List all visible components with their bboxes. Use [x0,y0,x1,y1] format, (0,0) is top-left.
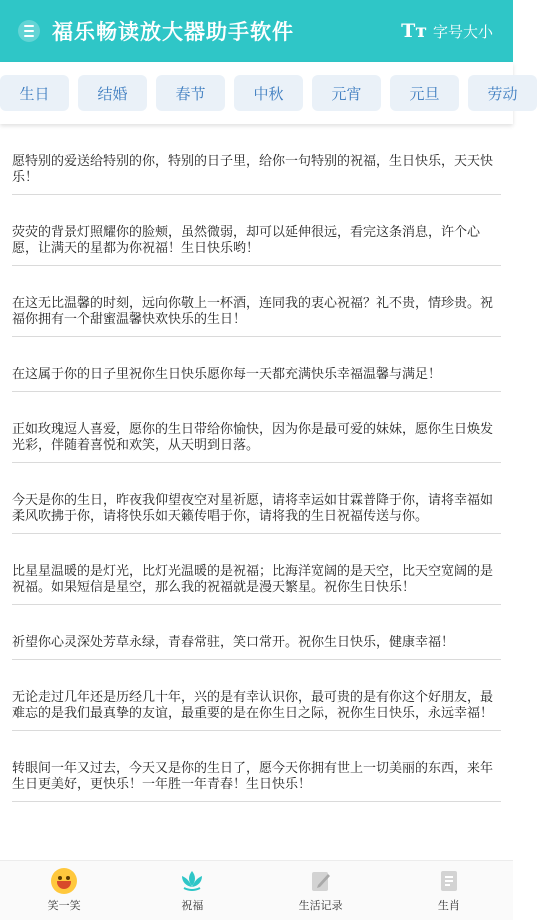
nav-label-life-records: 生活记录 [298,899,343,912]
app-header [0,0,513,62]
blessing-list-container[interactable] [0,124,513,860]
tab-lantern[interactable]: 元宵 [312,75,381,111]
nav-item-blessings[interactable] [128,861,256,920]
list-item[interactable]: 在这属于你的日子里祝你生日快乐愿你每一天都充满快乐幸福温馨与满足！ [12,337,501,392]
tab-labor-day[interactable]: 劳动 [468,75,537,111]
category-tabbar [0,62,518,124]
app-title: 福乐畅读放大器助手软件 [52,20,294,44]
pencil-note-icon [309,868,333,894]
nav-label-blessings: 祝福 [181,899,204,912]
list-item[interactable]: 转眼间一年又过去，今天又是你的生日了，愿今天你拥有世上一切美丽的东西，来年生日更美好，更快乐！一年胜一年青春！生日快乐！ [12,731,501,802]
lotus-icon [179,868,205,894]
font-size-label: 字号大小 [432,22,493,41]
smiling-face-icon [51,868,77,894]
list-item[interactable]: 无论走过几年还是历经几十年，兴的是有幸认识你，最可贵的是有你这个好朋友，最难忘的是我们最真挚的友谊，最重要的是在你生日之际，祝你生日快乐，永远幸福！ [12,660,501,731]
tab-birthday[interactable]: 生日 [0,75,69,111]
nav-item-life-records[interactable] [257,861,385,920]
zodiac-card-icon [438,868,460,894]
list-item[interactable]: 愿特别的爱送给特别的你，特别的日子里，给你一句特别的祝福，生日快乐，天天快乐！ [12,124,501,195]
tab-spring-festival[interactable]: 春节 [156,75,225,111]
list-item[interactable]: 比星星温暖的是灯光，比灯光温暖的是祝福；比海洋宽阔的是天空，比天空宽阔的是祝福。如果短信是星空，那么我的祝福就是漫天繁星。祝你生日快乐！ [12,534,501,605]
list-item[interactable]: 正如玫瑰逗人喜爱，愿你的生日带给你愉快，因为你是最可爱的妹妹，愿你生日焕发光彩，伴随着喜悦和欢笑，从天明到日落。 [12,392,501,463]
tab-mid-autumn[interactable]: 中秋 [234,75,303,111]
nav-label-zodiac: 生肖 [437,899,460,912]
font-size-button[interactable] [401,20,493,42]
list-item[interactable]: 在这无比温馨的时刻，远向你敬上一杯酒，连同我的衷心祝福？礼不贵，情珍贵。祝福你拥有一个甜蜜温馨快欢快乐的生日！ [12,266,501,337]
font-size-icon: Tт [401,20,427,42]
tab-new-year[interactable]: 元旦 [390,75,459,111]
blessing-list [0,124,513,802]
list-item[interactable]: 今天是你的生日，昨夜我仰望夜空对星祈愿，请将幸运如甘霖普降于你，请将幸福如柔风吹拂于你，请将快乐如天籁传唱于你，请将我的生日祝福传送与你。 [12,463,501,534]
nav-label-jokes: 笑一笑 [47,899,81,912]
tab-wedding[interactable]: 结婚 [78,75,147,111]
menu-icon[interactable] [18,20,40,42]
list-item[interactable]: 荧荧的背景灯照耀你的脸颊，虽然微弱，却可以延伸很远，看完这条消息，许个心愿，让满天的星都为你祝福！生日快乐哟！ [12,195,501,266]
bottom-nav [0,860,513,920]
list-item[interactable]: 祈望你心灵深处芳草永绿，青春常驻，笑口常开。祝你生日快乐，健康幸福！ [12,605,501,660]
nav-item-zodiac[interactable] [385,861,513,920]
nav-item-jokes[interactable] [0,861,128,920]
